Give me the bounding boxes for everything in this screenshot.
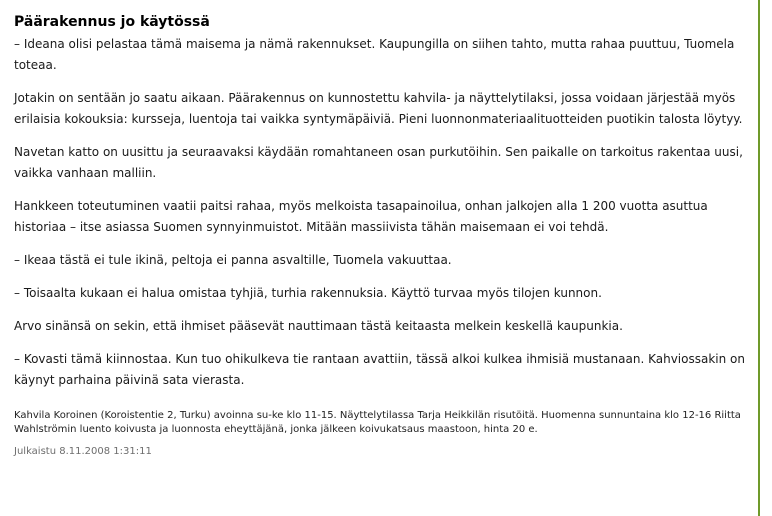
article-paragraph-7: Arvo sinänsä on sekin, että ihmiset pääsevät nauttimaan tästä keitaasta melkein keskellä kaupunkia. xyxy=(14,319,623,333)
article xyxy=(14,12,756,459)
article-headline: Päärakennus jo käytössä xyxy=(14,14,210,30)
article-paragraph-1: – Ideana olisi pelastaa tämä maisema ja nämä rakennukset. Kaupungilla on siihen tahto, mutta rahaa puuttuu, Tuomela toteaa. xyxy=(14,37,735,72)
article-paragraph-8: – Kovasti tämä kiinnostaa. Kun tuo ohikulkeva tie rantaan avattiin, tässä alkoi kulkea ihmisiä mustanaan. Kahviossakin on käynyt parhaina päivinä sata vierasta. xyxy=(14,352,745,387)
event-info-note: Kahvila Koroinen (Koroistentie 2, Turku) avoinna su-ke klo 11-15. Näyttelytilassa Tarja Heikkilän risutöitä. Huomenna sunnuntaina klo 12-16 Riitta Wahlströmin luento koivusta ja luonnosta eheyttäjänä, jonka jälkeen koivukatsaus maastoon, hinta 20 e. xyxy=(14,410,741,435)
article-paragraph-3: Navetan katto on uusittu ja seuraavaksi käydään romahtaneen osan purkutöihin. Sen paikalle on tarkoitus rakentaa uusi, vaikka vanhaan malliin. xyxy=(14,145,743,180)
article-paragraph-4: Hankkeen toteutuminen vaatii paitsi rahaa, myös melkoista tasapainoilua, onhan jalkojen alla 1 200 vuotta asuttua historiaa – itse asiassa Suomen synnyinmuistot. Mitään massiivista tähän maisemaan ei voi tehdä. xyxy=(14,199,708,234)
article-paragraph-5: – Ikeaa tästä ei tule ikinä, peltoja ei panna asvaltille, Tuomela vakuuttaa. xyxy=(14,253,452,267)
article-paragraph-6: – Toisaalta kukaan ei halua omistaa tyhjiä, turhia rakennuksia. Käyttö turvaa myös tilojen kunnon. xyxy=(14,286,602,300)
published-timestamp: Julkaistu 8.11.2008 1:31:11 xyxy=(14,446,152,457)
article-paragraph-2: Jotakin on sentään jo saatu aikaan. Päärakennus on kunnostettu kahvila- ja näyttelytilaksi, jossa voidaan järjestää myös erilaisia kokouksia: kursseja, luentoja tai vaikka syntymäpäiviä. Pieni luonnonmateriaalituotteiden puotikin talosta löytyy. xyxy=(14,91,743,126)
